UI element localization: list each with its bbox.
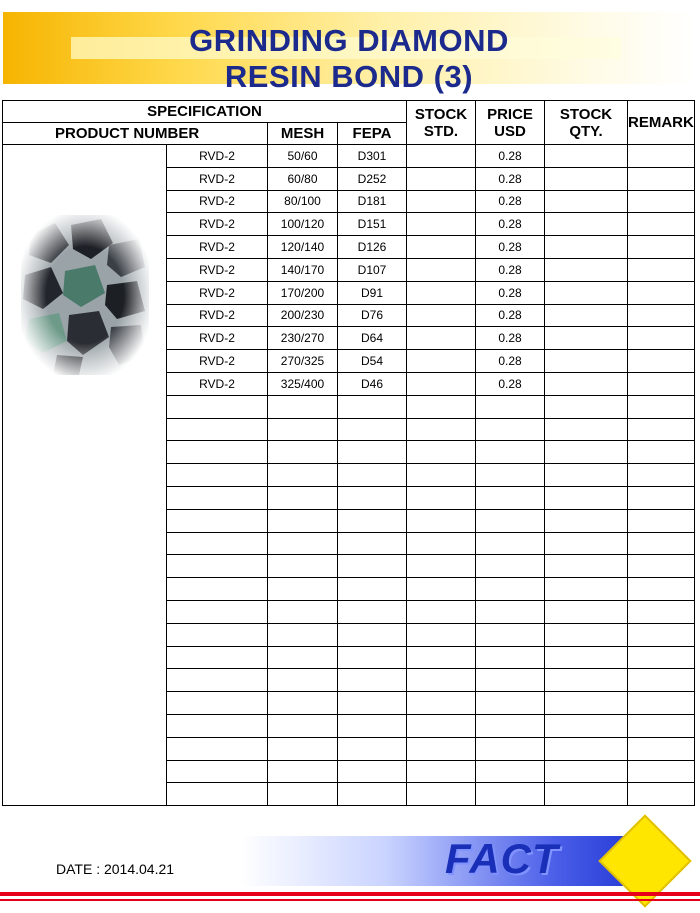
cell-mesh bbox=[268, 623, 338, 646]
cell-product bbox=[167, 646, 268, 669]
cell-price: 0.28 bbox=[476, 327, 545, 350]
cell-mesh: 50/60 bbox=[268, 145, 338, 168]
cell-mesh bbox=[268, 783, 338, 806]
cell-remark bbox=[628, 486, 695, 509]
cell-remark bbox=[628, 600, 695, 623]
cell-fepa bbox=[338, 760, 407, 783]
cell-product bbox=[167, 464, 268, 487]
cell-product bbox=[167, 578, 268, 601]
cell-remark bbox=[628, 395, 695, 418]
cell-product: RVD-2 bbox=[167, 258, 268, 281]
cell-mesh: 170/200 bbox=[268, 281, 338, 304]
cell-fepa bbox=[338, 532, 407, 555]
cell-price bbox=[476, 600, 545, 623]
cell-stock-std bbox=[407, 236, 476, 259]
cell-stock-qty bbox=[545, 258, 628, 281]
cell-mesh: 120/140 bbox=[268, 236, 338, 259]
diamond-grit-photo bbox=[21, 215, 149, 375]
cell-price: 0.28 bbox=[476, 258, 545, 281]
cell-fepa bbox=[338, 441, 407, 464]
cell-product bbox=[167, 600, 268, 623]
stock-std-header-line2: STD. bbox=[423, 122, 459, 140]
cell-mesh: 325/400 bbox=[268, 372, 338, 395]
cell-fepa: D54 bbox=[338, 350, 407, 373]
cell-fepa bbox=[338, 783, 407, 806]
cell-remark bbox=[628, 760, 695, 783]
cell-product: RVD-2 bbox=[167, 372, 268, 395]
cell-remark bbox=[628, 737, 695, 760]
cell-mesh bbox=[268, 509, 338, 532]
cell-stock-std bbox=[407, 327, 476, 350]
cell-price bbox=[476, 486, 545, 509]
title-line-2: RESIN BOND (3) bbox=[224, 59, 474, 94]
cell-fepa bbox=[338, 555, 407, 578]
cell-stock-qty bbox=[545, 555, 628, 578]
cell-stock-std bbox=[407, 418, 476, 441]
cell-remark bbox=[628, 783, 695, 806]
cell-price bbox=[476, 509, 545, 532]
cell-fepa: D46 bbox=[338, 372, 407, 395]
cell-price bbox=[476, 737, 545, 760]
cell-fepa: D252 bbox=[338, 167, 407, 190]
stock-qty-header-line2: QTY. bbox=[569, 122, 603, 140]
cell-mesh bbox=[268, 600, 338, 623]
cell-mesh bbox=[268, 646, 338, 669]
cell-price: 0.28 bbox=[476, 350, 545, 373]
cell-stock-qty bbox=[545, 167, 628, 190]
cell-fepa bbox=[338, 395, 407, 418]
stock-qty-header bbox=[545, 101, 628, 145]
cell-fepa bbox=[338, 418, 407, 441]
cell-mesh bbox=[268, 418, 338, 441]
cell-product: RVD-2 bbox=[167, 327, 268, 350]
cell-product bbox=[167, 509, 268, 532]
price-header-line1: PRICE bbox=[487, 105, 533, 123]
cell-fepa: D91 bbox=[338, 281, 407, 304]
price-header-line2: USD bbox=[494, 122, 526, 140]
cell-fepa: D181 bbox=[338, 190, 407, 213]
cell-price bbox=[476, 692, 545, 715]
cell-remark bbox=[628, 532, 695, 555]
cell-stock-qty bbox=[545, 281, 628, 304]
cell-product bbox=[167, 760, 268, 783]
cell-stock-qty bbox=[545, 213, 628, 236]
cell-fepa: D64 bbox=[338, 327, 407, 350]
cell-product: RVD-2 bbox=[167, 190, 268, 213]
cell-stock-qty bbox=[545, 372, 628, 395]
cell-stock-std bbox=[407, 464, 476, 487]
cell-stock-std bbox=[407, 692, 476, 715]
cell-stock-qty bbox=[545, 578, 628, 601]
cell-stock-std bbox=[407, 441, 476, 464]
cell-fepa: D107 bbox=[338, 258, 407, 281]
cell-mesh bbox=[268, 532, 338, 555]
cell-price: 0.28 bbox=[476, 236, 545, 259]
cell-stock-std bbox=[407, 486, 476, 509]
cell-remark bbox=[628, 258, 695, 281]
cell-remark bbox=[628, 236, 695, 259]
cell-price: 0.28 bbox=[476, 167, 545, 190]
cell-stock-qty bbox=[545, 236, 628, 259]
cell-remark bbox=[628, 372, 695, 395]
cell-mesh bbox=[268, 464, 338, 487]
cell-product: RVD-2 bbox=[167, 350, 268, 373]
cell-mesh bbox=[268, 395, 338, 418]
remark-header: REMARK bbox=[628, 101, 695, 145]
cell-stock-qty bbox=[545, 783, 628, 806]
cell-price bbox=[476, 555, 545, 578]
cell-product bbox=[167, 532, 268, 555]
cell-stock-std bbox=[407, 623, 476, 646]
cell-price: 0.28 bbox=[476, 304, 545, 327]
cell-fepa bbox=[338, 737, 407, 760]
specification-header: SPECIFICATION bbox=[3, 101, 407, 123]
cell-stock-std bbox=[407, 258, 476, 281]
cell-stock-qty bbox=[545, 623, 628, 646]
cell-stock-std bbox=[407, 669, 476, 692]
footer-red-line-thin bbox=[0, 899, 700, 901]
cell-price: 0.28 bbox=[476, 372, 545, 395]
cell-mesh bbox=[268, 760, 338, 783]
cell-price bbox=[476, 760, 545, 783]
cell-price: 0.28 bbox=[476, 190, 545, 213]
cell-fepa: D301 bbox=[338, 145, 407, 168]
cell-remark bbox=[628, 555, 695, 578]
cell-stock-std bbox=[407, 760, 476, 783]
cell-price bbox=[476, 783, 545, 806]
cell-remark bbox=[628, 350, 695, 373]
cell-product: RVD-2 bbox=[167, 304, 268, 327]
cell-fepa bbox=[338, 646, 407, 669]
cell-stock-qty bbox=[545, 190, 628, 213]
cell-stock-qty bbox=[545, 600, 628, 623]
cell-remark bbox=[628, 646, 695, 669]
cell-stock-qty bbox=[545, 646, 628, 669]
cell-remark bbox=[628, 281, 695, 304]
cell-product bbox=[167, 441, 268, 464]
cell-price: 0.28 bbox=[476, 145, 545, 168]
cell-product: RVD-2 bbox=[167, 213, 268, 236]
cell-product: RVD-2 bbox=[167, 236, 268, 259]
cell-stock-qty bbox=[545, 669, 628, 692]
cell-remark bbox=[628, 418, 695, 441]
date-label: DATE : 2014.04.21 bbox=[56, 861, 175, 877]
cell-product bbox=[167, 555, 268, 578]
price-header bbox=[476, 101, 545, 145]
cell-mesh bbox=[268, 669, 338, 692]
cell-price bbox=[476, 669, 545, 692]
cell-stock-std bbox=[407, 532, 476, 555]
cell-stock-qty bbox=[545, 532, 628, 555]
cell-remark bbox=[628, 441, 695, 464]
cell-stock-std bbox=[407, 213, 476, 236]
title-line-1: GRINDING DIAMOND bbox=[189, 23, 509, 58]
cell-stock-qty bbox=[545, 737, 628, 760]
cell-remark bbox=[628, 464, 695, 487]
product-image-cell bbox=[3, 145, 167, 806]
cell-product bbox=[167, 714, 268, 737]
cell-product bbox=[167, 418, 268, 441]
cell-mesh bbox=[268, 486, 338, 509]
cell-mesh: 230/270 bbox=[268, 327, 338, 350]
product-number-header: PRODUCT NUMBER bbox=[3, 123, 268, 145]
cell-remark bbox=[628, 145, 695, 168]
cell-stock-std bbox=[407, 783, 476, 806]
cell-remark bbox=[628, 509, 695, 532]
cell-fepa bbox=[338, 578, 407, 601]
cell-product bbox=[167, 395, 268, 418]
cell-stock-std bbox=[407, 555, 476, 578]
cell-stock-qty bbox=[545, 441, 628, 464]
cell-stock-std bbox=[407, 190, 476, 213]
cell-remark bbox=[628, 327, 695, 350]
cell-mesh: 200/230 bbox=[268, 304, 338, 327]
cell-fepa: D76 bbox=[338, 304, 407, 327]
cell-mesh: 140/170 bbox=[268, 258, 338, 281]
cell-remark bbox=[628, 714, 695, 737]
cell-price bbox=[476, 464, 545, 487]
fact-logo-text: FACT bbox=[445, 835, 559, 882]
cell-product bbox=[167, 783, 268, 806]
cell-price bbox=[476, 532, 545, 555]
cell-remark bbox=[628, 190, 695, 213]
cell-product bbox=[167, 669, 268, 692]
cell-stock-std bbox=[407, 714, 476, 737]
cell-price: 0.28 bbox=[476, 281, 545, 304]
cell-stock-qty bbox=[545, 145, 628, 168]
cell-fepa: D151 bbox=[338, 213, 407, 236]
cell-mesh bbox=[268, 441, 338, 464]
cell-stock-std bbox=[407, 350, 476, 373]
cell-price bbox=[476, 441, 545, 464]
spec-table bbox=[2, 100, 695, 806]
cell-fepa bbox=[338, 623, 407, 646]
cell-stock-std bbox=[407, 167, 476, 190]
cell-mesh: 80/100 bbox=[268, 190, 338, 213]
cell-remark bbox=[628, 578, 695, 601]
cell-stock-std bbox=[407, 737, 476, 760]
cell-mesh bbox=[268, 555, 338, 578]
cell-mesh: 270/325 bbox=[268, 350, 338, 373]
cell-stock-std bbox=[407, 646, 476, 669]
cell-remark bbox=[628, 304, 695, 327]
cell-product: RVD-2 bbox=[167, 281, 268, 304]
cell-stock-std bbox=[407, 145, 476, 168]
table-row bbox=[3, 145, 695, 168]
cell-stock-std bbox=[407, 509, 476, 532]
cell-product: RVD-2 bbox=[167, 145, 268, 168]
cell-mesh: 100/120 bbox=[268, 213, 338, 236]
cell-product bbox=[167, 692, 268, 715]
cell-price bbox=[476, 714, 545, 737]
cell-stock-std bbox=[407, 304, 476, 327]
cell-stock-std bbox=[407, 578, 476, 601]
cell-fepa bbox=[338, 486, 407, 509]
title-banner bbox=[3, 12, 695, 94]
cell-price bbox=[476, 395, 545, 418]
cell-stock-std bbox=[407, 395, 476, 418]
cell-stock-qty bbox=[545, 509, 628, 532]
fepa-header: FEPA bbox=[338, 123, 407, 145]
cell-remark bbox=[628, 669, 695, 692]
cell-mesh bbox=[268, 737, 338, 760]
cell-mesh: 60/80 bbox=[268, 167, 338, 190]
cell-product: RVD-2 bbox=[167, 167, 268, 190]
mesh-header: MESH bbox=[268, 123, 338, 145]
cell-mesh bbox=[268, 714, 338, 737]
stock-qty-header-line1: STOCK bbox=[559, 105, 613, 123]
cell-fepa bbox=[338, 692, 407, 715]
footer-red-line bbox=[0, 892, 700, 896]
cell-remark bbox=[628, 623, 695, 646]
cell-fepa bbox=[338, 714, 407, 737]
cell-stock-qty bbox=[545, 760, 628, 783]
cell-stock-qty bbox=[545, 350, 628, 373]
stock-std-header-line1: STOCK bbox=[414, 105, 468, 123]
cell-stock-std bbox=[407, 281, 476, 304]
cell-stock-qty bbox=[545, 418, 628, 441]
cell-fepa bbox=[338, 669, 407, 692]
cell-stock-qty bbox=[545, 395, 628, 418]
cell-stock-qty bbox=[545, 486, 628, 509]
cell-remark bbox=[628, 692, 695, 715]
cell-stock-qty bbox=[545, 714, 628, 737]
cell-fepa bbox=[338, 600, 407, 623]
cell-stock-qty bbox=[545, 327, 628, 350]
cell-price bbox=[476, 623, 545, 646]
cell-fepa bbox=[338, 464, 407, 487]
cell-product bbox=[167, 623, 268, 646]
cell-product bbox=[167, 486, 268, 509]
cell-mesh bbox=[268, 578, 338, 601]
cell-remark bbox=[628, 167, 695, 190]
cell-price bbox=[476, 646, 545, 669]
cell-price bbox=[476, 418, 545, 441]
cell-price bbox=[476, 578, 545, 601]
cell-stock-std bbox=[407, 372, 476, 395]
cell-stock-std bbox=[407, 600, 476, 623]
cell-stock-qty bbox=[545, 692, 628, 715]
cell-fepa: D126 bbox=[338, 236, 407, 259]
cell-price: 0.28 bbox=[476, 213, 545, 236]
cell-stock-qty bbox=[545, 304, 628, 327]
cell-product bbox=[167, 737, 268, 760]
cell-mesh bbox=[268, 692, 338, 715]
cell-remark bbox=[628, 213, 695, 236]
cell-stock-qty bbox=[545, 464, 628, 487]
stock-std-header bbox=[407, 101, 476, 145]
cell-fepa bbox=[338, 509, 407, 532]
